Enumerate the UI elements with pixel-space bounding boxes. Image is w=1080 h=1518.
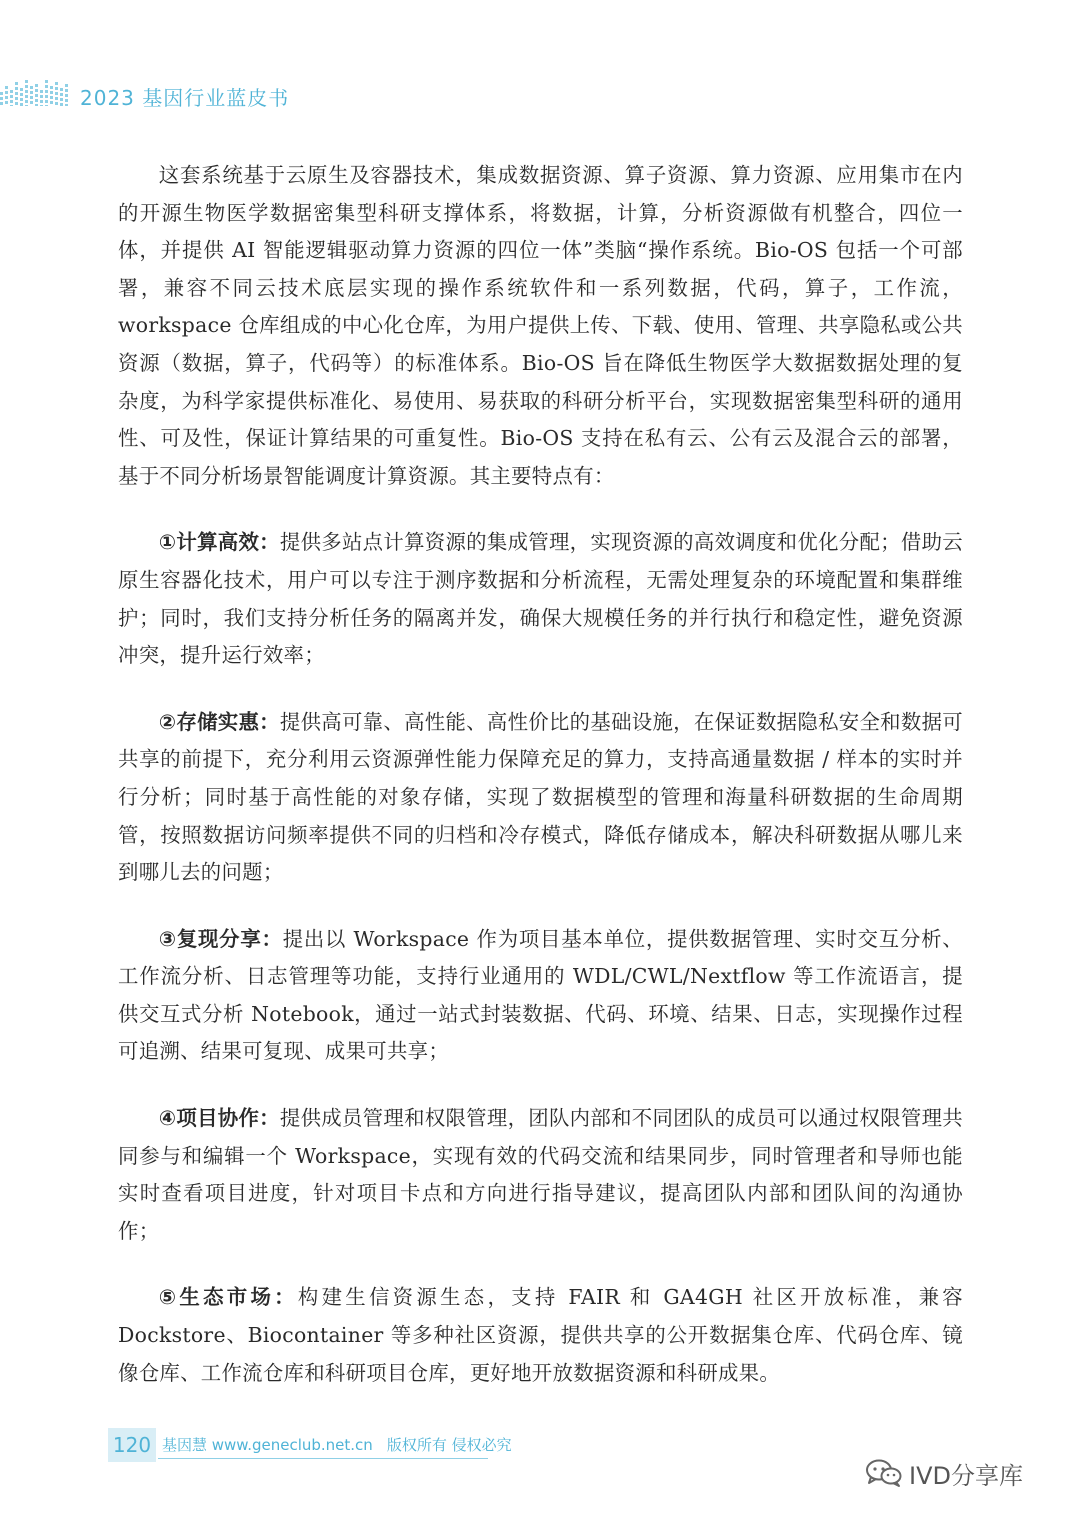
feature-text: 构建生信资源生态，支持 FAIR 和 GA4GH 社区开放标准，兼容 Dockstore、Biocontainer 等多种社区资源，提供共享的公开数据集仓库、代码仓库、镜像仓库、工作流仓库和科研项目仓库，更好地开放数据资源和科研成果。 <box>118 1285 963 1385</box>
feature-text: 提供成员管理和权限管理，团队内部和不同团队的成员可以通过权限管理共同参与和编辑一个 Workspace，实现有效的代码交流和结果同步，同时管理者和导师也能实时查看项目进度，针对项目卡点和方向进行指导建议，提高团队内部和团队间的沟通协作； <box>118 1106 963 1243</box>
feature-text: 提供高可靠、高性能、高性价比的基础设施，在保证数据隐私安全和数据可共享的前提下，充分利用云资源弹性能力保障充足的算力，支持高通量数据 / 样本的实时并行分析；同时基于高性能的对象存储，实现了数据模型的管理和海量科研数据的生命周期管，按照数据访问频率提供不同的归档和冷存模式，降低存储成本，解决科研数据从哪儿来到哪儿去的问题； <box>118 709 963 885</box>
feature-paragraph-reproduce <box>118 921 963 1071</box>
footer-divider <box>158 1458 488 1459</box>
footer-site[interactable]: 基因慧 www.geneclub.net.cn <box>162 1436 373 1454</box>
feature-paragraph-storage <box>118 704 963 892</box>
page-header <box>0 72 400 116</box>
wechat-icon <box>865 1458 903 1488</box>
feature-paragraph-ecosystem <box>118 1279 963 1392</box>
feature-paragraph-collaboration <box>118 1100 963 1250</box>
feature-lead: ①计算高效： <box>158 530 280 555</box>
intro-paragraph: 这套系统基于云原生及容器技术，集成数据资源、算子资源、算力资源、应用集市在内的开源生物医学数据密集型科研支撑体系，将数据，计算，分析资源做有机整合，四位一体，并提供 AI 智能逻辑驱动算力资源的四位一体”类脑“操作系统。Bio-OS 包括一个可部署，兼容不同云技术底层实现的操作系统软件和一系列数据，代码，算子，工作流，workspace 仓库组成的中心化仓库，为用户提供上传、下载、使用、管理、共享隐私或公共资源（数据，算子，代码等）的标准体系。Bio-OS 旨在降低生物医学大数据数据处理的复杂度，为科学家提供标准化、易使用、易获取的科研分析平台，实现数据密集型科研的通用性、可及性，保证计算结果的可重复性。Bio-OS 支持在私有云、公有云及混合云的部署，基于不同分析场景智能调度计算资源。其主要特点有： <box>118 163 963 488</box>
page-number: 120 <box>108 1428 156 1462</box>
feature-text: 提出以 Workspace 作为项目基本单位，提供数据管理、实时交互分析、工作流分析、日志管理等功能，支持行业通用的 WDL/CWL/Nextflow 等工作流语言，提供交互式分析 Notebook，通过一站式封装数据、代码、环境、结果、日志，实现操作过程可追溯、结果可复现、成果可共享； <box>118 926 963 1064</box>
feature-lead: ②存储实惠： <box>158 709 280 734</box>
feature-lead: ⑤生态市场： <box>158 1285 298 1310</box>
feature-paragraph-compute <box>118 524 963 674</box>
page-footer <box>108 1428 668 1464</box>
watermark-text: IVD分享库 <box>909 1461 1023 1490</box>
watermark <box>865 1456 1023 1490</box>
feature-text: 提供多站点计算资源的集成管理，实现资源的高效调度和优化分配；借助云原生容器化技术，用户可以专注于测序数据和分析流程，无需处理复杂的环境配置和集群维护；同时，我们支持分析任务的隔离并发，确保大规模任务的并行执行和稳定性，避免资源冲突，提升运行效率； <box>118 530 963 668</box>
feature-lead: ③复现分享： <box>158 926 283 951</box>
header-bars-decoration <box>0 78 68 106</box>
footer-copyright: 版权所有 侵权必究 <box>386 1436 512 1454</box>
footer-text <box>162 1434 512 1455</box>
main-content <box>118 157 963 1421</box>
book-title: 2023 基因行业蓝皮书 <box>80 86 290 110</box>
feature-lead: ④项目协作： <box>158 1106 280 1131</box>
